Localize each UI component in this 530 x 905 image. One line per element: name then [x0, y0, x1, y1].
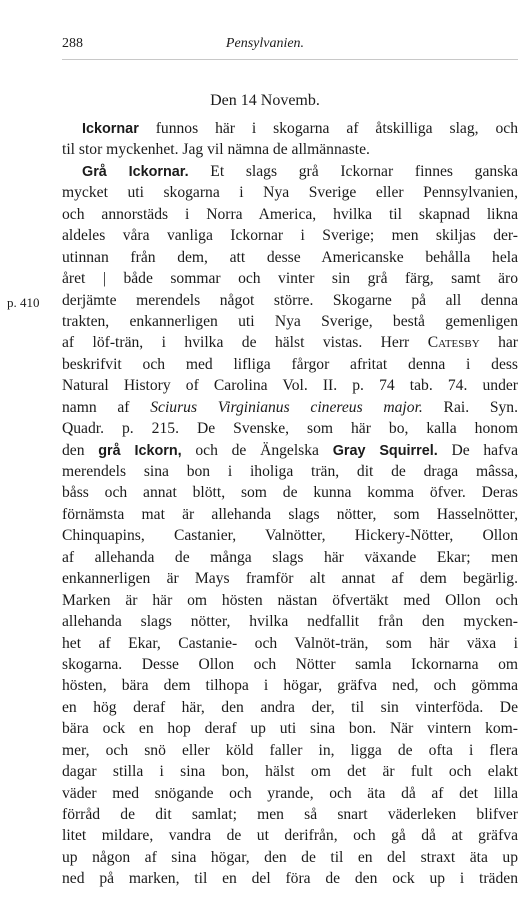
text-line: til stor myckenhet. Jag vil nämna de allmännaste.: [62, 141, 370, 159]
body-text: [62, 118, 518, 890]
text-line: beskrifvit och med lifliga fårgor afritat denna i dess: [62, 355, 518, 373]
text-line: den grå Ickorn, och de Ängelska Gray Squirrel. De hafva: [62, 441, 518, 459]
text-line: Grå Ickornar. Et slags grå Ickornar finnes ganska: [82, 162, 518, 180]
text-line: skogarna. Desse Ollon och Nötter samla Ickornarna om: [62, 655, 518, 673]
running-title: Pensylvanien.: [225, 36, 305, 51]
text-line: aldeles våra vanliga Ickornar i Sverige; men skiljas der-: [62, 227, 518, 245]
text-line: ned på marken, til en del föra de den ock up i träden: [62, 870, 518, 888]
text-line: dagar stilla i sina bon, hälst om det är fult och elakt: [62, 763, 518, 781]
header-rule: [62, 59, 518, 60]
text-line: bära ock en hop deraf up uti sina bon. När vintern kom-: [62, 720, 518, 738]
text-line: utinnan från dem, att desse Americanske behålla hela: [62, 248, 518, 266]
text-line: trakten, enkannerligen uti Nya Sverige, bestå gemenligen: [62, 312, 518, 330]
text-line: het af Ekar, Castanie- och Valnöt-trän, som här växa i: [62, 634, 518, 652]
margin-note: p. 410: [7, 295, 40, 310]
species-name: Sciurus Virginianus cinereus major.: [150, 398, 423, 416]
text-line: af allehanda de många slags här växande Ekar; men: [62, 548, 518, 566]
text-line: derjämte merendels något större. Skogarne på all denna: [62, 291, 518, 309]
text-line: båss och annat blött, som de kunna komma öfver. Deras: [62, 484, 518, 502]
term-heading: grå Ickorn,: [98, 442, 182, 459]
text-line: namn af Sciurus Virginianus cinereus major. Rai. Syn.: [62, 398, 519, 416]
text-line: merendels sina bon i iholiga trän, dit de draga mâssa,: [62, 463, 518, 480]
text-line: året | både sommar och vinter sin grå färg, samt äro: [62, 270, 518, 288]
term-heading: Grå Ickornar.: [82, 163, 189, 180]
text-line: Ickornar funnos här i skogarna af åtskilliga slag, och: [82, 120, 518, 137]
text-line: väder med snögande och yrande, och äta då af det lilla: [62, 784, 518, 802]
text-line: Marken är här om hösten nästan öfvertäkt med Ollon och: [62, 591, 518, 609]
text-line: mycket uti skogarna i Nya Sverige eller Pennsylvanien,: [62, 184, 518, 202]
text-line: up någon af sina högar, den de til en del straxt äta up: [62, 848, 518, 866]
text-line: Quadr. p. 215. De Svenske, som här bo, kalla honom: [62, 420, 518, 438]
text-line: förråd de dit samlat; men så snart väderleken blifver: [62, 806, 518, 823]
text-line: en hög deraf här, den andra der, til sin vinterföda. De: [62, 698, 518, 716]
text-line: förnämsta mat är allehanda slags nötter, som Hasselnötter,: [62, 505, 518, 523]
text-line: allehanda slags nötter, hvilka nedfallit från den mycken-: [62, 613, 518, 631]
text-line: mer, och snö eller köld faller in, ligga de ofta i flera: [62, 741, 518, 759]
text-line: hösten, bära dem tilhopa i högar, gräfva ned, och gömma: [62, 677, 518, 695]
author-name: Catesby: [427, 334, 480, 352]
text-line: och annorstäds i Norra America, hvilka til skapnad likna: [62, 205, 518, 223]
text-line: enkannerligen är Mays framför alt annat af dem begärlig.: [62, 570, 518, 588]
page-number: 288: [62, 36, 83, 51]
text-line: Chinquapins, Castanier, Valnötter, Hickery-Nötter, Ollon: [62, 527, 518, 545]
text-line: Natural History of Carolina Vol. II. p. 74 tab. 74. under: [62, 377, 518, 395]
text-line: litet mildare, vandra de ut derifrån, och gå då at gräfva: [62, 827, 518, 845]
term-heading: Ickornar: [82, 121, 139, 137]
date-heading: Den 14 Novemb.: [210, 92, 320, 109]
text-line: af löf-trän, i hvilka de hälst vistas. Herr Catesby har: [62, 334, 518, 352]
term-heading: Gray Squirrel.: [332, 442, 438, 459]
